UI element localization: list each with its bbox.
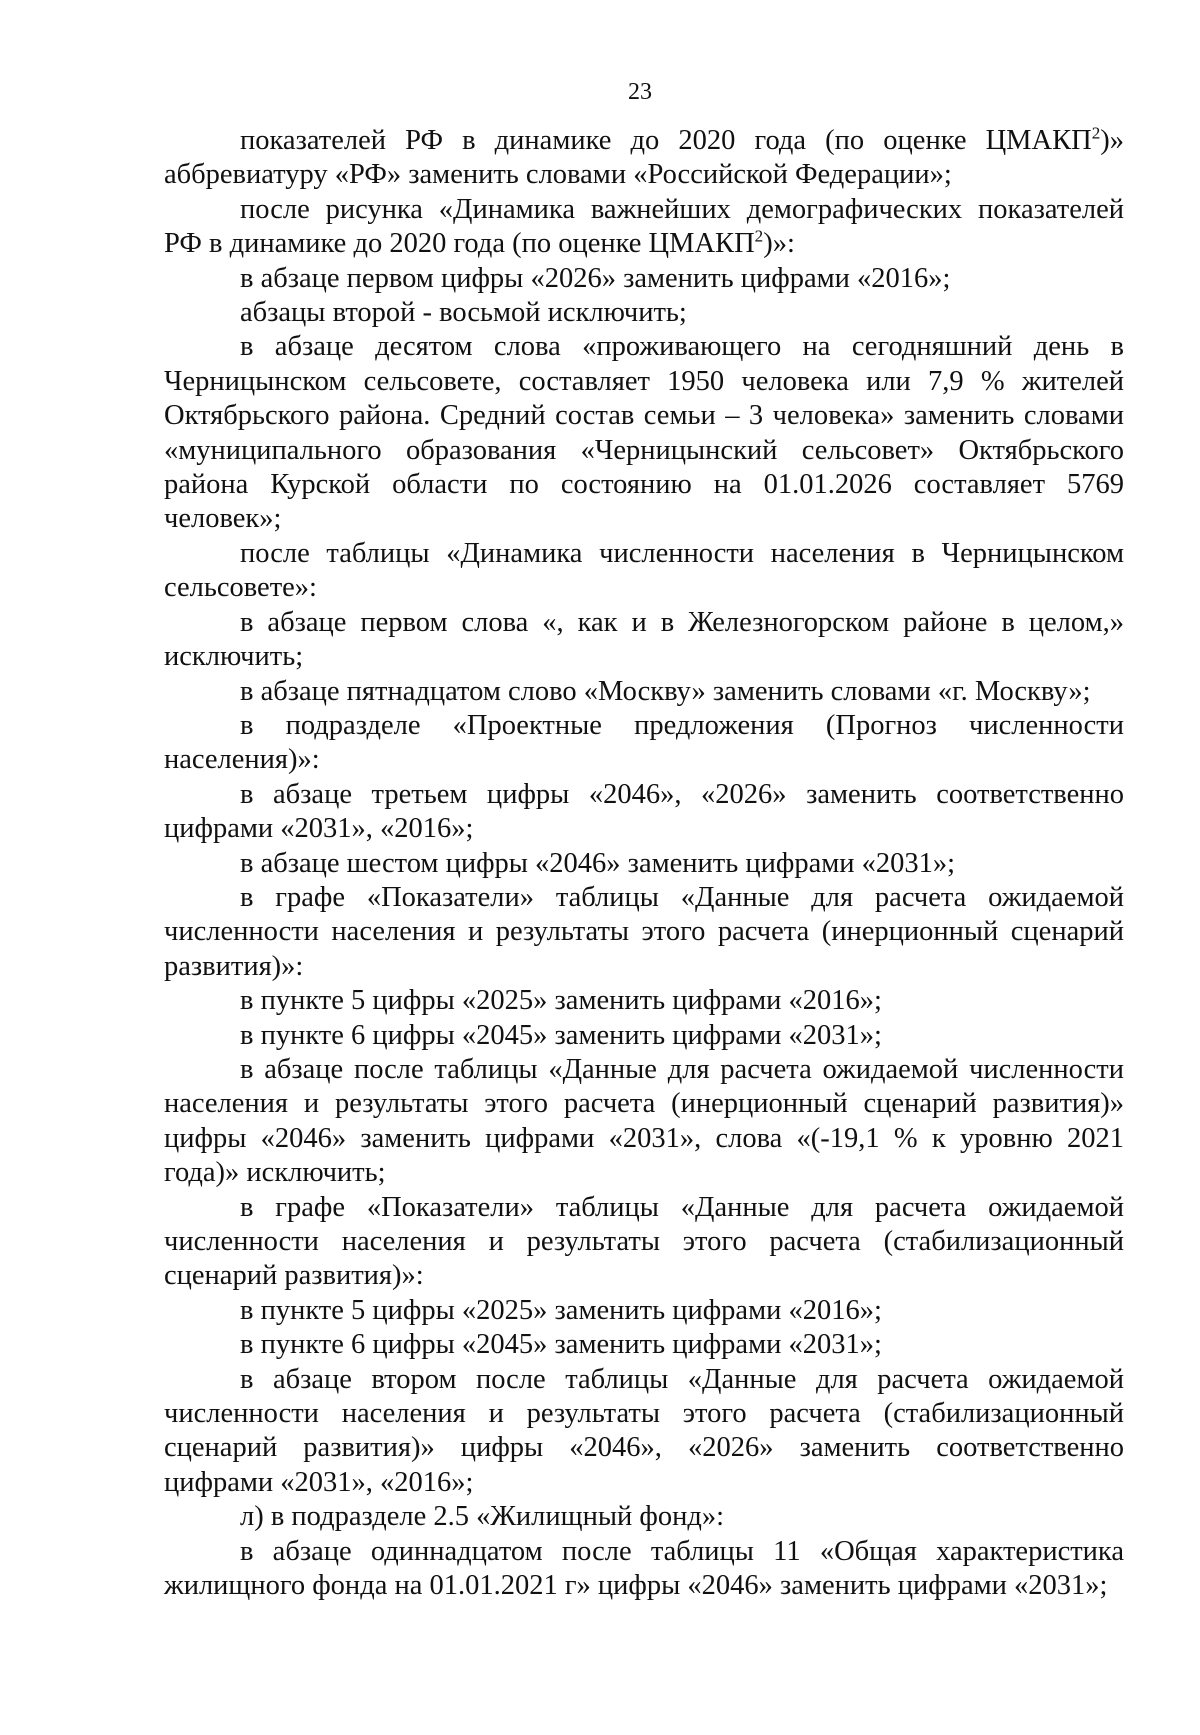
paragraph: в абзаце десятом слова «проживающего на сегодняшний день в Черницынском сельсовете, составляет 1950 человека или 7,9 % жителей Октябрьского района. Средний состав семьи – 3 человека» заменить словами «муниципального образования «Черницынский сельсовет» Октябрьского района Курской области по состоянию на 01.01.2026 составляет 5769 человек»; [164,331,1124,535]
paragraph: в абзаце после таблицы «Данные для расчета ожидаемой численности населения и результаты этого расчета (инерционный сценарий развития)» цифры «2046» заменить цифрами «2031», слова «(-19,1 % к уровню 2021 года)» исключить; [164,1053,1124,1189]
paragraph: л) в подразделе 2.5 «Жилищный фонд»: [240,1501,725,1533]
paragraph: после рисунка «Динамика важнейших демографических показателей РФ в динамике до 2020 года (по оценке ЦМАКП$^2$)»: [164,193,1124,260]
paragraph: в абзаце первом цифры «2026» заменить цифрами «2016»; [240,262,951,294]
paragraph: в пункте 5 цифры «2025» заменить цифрами «2016»; [240,1294,882,1326]
page-number: 23 [628,79,652,105]
paragraph: в абзаце шестом цифры «2046» заменить цифрами «2031»; [240,847,956,879]
paragraph: в подразделе «Проектные предложения (Прогноз численности населения)»: [164,709,1124,776]
paragraph: после таблицы «Динамика численности населения в Черницынском сельсовете»: [164,537,1124,604]
paragraph: в графе «Показатели» таблицы «Данные для расчета ожидаемой численности населения и результаты этого расчета (стабилизационный сценарий развития)»: [164,1191,1124,1292]
paragraph: в абзаце пятнадцатом слово «Москву» заменить словами «г. Москву»; [240,675,1091,707]
paragraph: показателей РФ в динамике до 2020 года (по оценке ЦМАКП$^2$)» аббревиатуру «РФ» заменить словами «Российской Федерации»; [164,123,1124,191]
paragraph: в пункте 6 цифры «2045» заменить цифрами «2031»; [240,1019,882,1051]
footnote-marker: 2 [1091,123,1101,143]
paragraph: в абзаце одиннадцатом после таблицы 11 «Общая характеристика жилищного фонда на 01.01.2021 г» цифры «2046» заменить цифрами «2031»; [164,1535,1124,1602]
paragraph: в абзаце третьем цифры «2046», «2026» заменить соответственно цифрами «2031», «2016»; [164,778,1124,845]
paragraph: абзацы второй - восьмой исключить; [240,297,687,329]
footnote-marker: 2 [754,226,764,246]
paragraph: в графе «Показатели» таблицы «Данные для расчета ожидаемой численности населения и результаты этого расчета (инерционный сценарий развития)»: [164,881,1124,982]
document-body [164,124,1124,1603]
paragraph: в абзаце втором после таблицы «Данные для расчета ожидаемой численности населения и результаты этого расчета (стабилизационный сценарий развития)» цифры «2046», «2026» заменить соответственно цифрами «2031», «2016»; [164,1363,1124,1498]
paragraph: в пункте 5 цифры «2025» заменить цифрами «2016»; [240,985,882,1017]
paragraph: в абзаце первом слова «, как и в Железногорском районе в целом,» исключить; [164,606,1124,673]
paragraph: в пункте 6 цифры «2045» заменить цифрами «2031»; [240,1329,882,1361]
